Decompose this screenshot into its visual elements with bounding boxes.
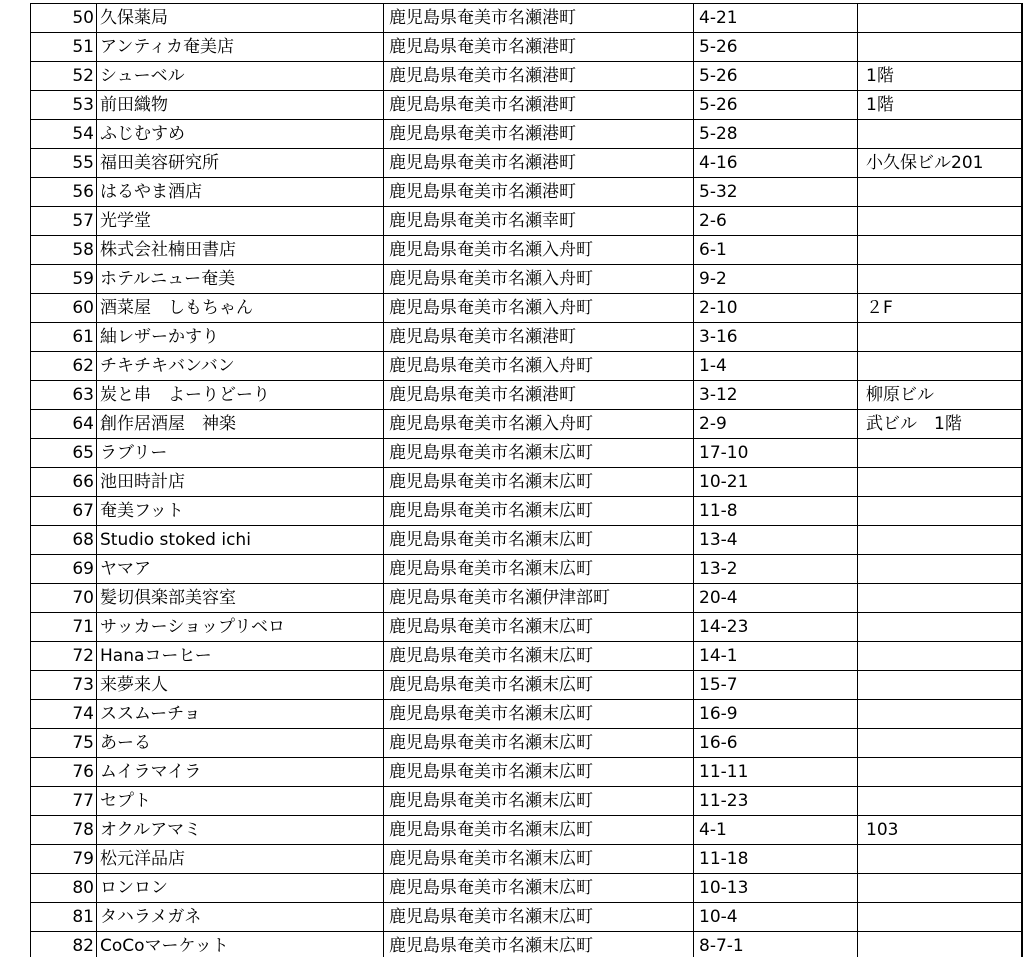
block-number-cell: 6-1 [694, 236, 858, 265]
building-name-cell [858, 584, 1022, 613]
store-address-cell: 鹿児島県奄美市名瀬港町 [384, 149, 694, 178]
row-number-cell: 75 [31, 729, 97, 758]
store-address-cell: 鹿児島県奄美市名瀬末広町 [384, 526, 694, 555]
store-table [30, 3, 1023, 957]
block-number-cell: 5-26 [694, 91, 858, 120]
building-name-cell: 103 [858, 816, 1022, 845]
building-name-cell [858, 874, 1022, 903]
store-name-cell: 奄美フット [97, 497, 384, 526]
block-number-cell: 5-28 [694, 120, 858, 149]
block-number-cell: 4-1 [694, 816, 858, 845]
building-name-cell: 小久保ビル201 [858, 149, 1022, 178]
building-name-cell [858, 729, 1022, 758]
store-name-cell: Studio stoked ichi [97, 526, 384, 555]
block-number-cell: 14-1 [694, 642, 858, 671]
row-number-cell: 78 [31, 816, 97, 845]
row-number-cell: 58 [31, 236, 97, 265]
store-name-cell: 炭と串 よーりどーり [97, 381, 384, 410]
building-name-cell: 1階 [858, 62, 1022, 91]
table-row [31, 236, 1022, 265]
store-address-cell: 鹿児島県奄美市名瀬入舟町 [384, 410, 694, 439]
row-number-cell: 61 [31, 323, 97, 352]
table-row [31, 91, 1022, 120]
table-row [31, 120, 1022, 149]
table-row [31, 149, 1022, 178]
store-table-body [31, 4, 1022, 957]
row-number-cell: 54 [31, 120, 97, 149]
building-name-cell [858, 236, 1022, 265]
row-number-cell: 51 [31, 33, 97, 62]
building-name-cell [858, 932, 1022, 957]
store-address-cell: 鹿児島県奄美市名瀬末広町 [384, 671, 694, 700]
building-name-cell [858, 642, 1022, 671]
block-number-cell: 5-26 [694, 33, 858, 62]
building-name-cell: 柳原ビル [858, 381, 1022, 410]
row-number-cell: 56 [31, 178, 97, 207]
store-address-cell: 鹿児島県奄美市名瀬末広町 [384, 787, 694, 816]
row-number-cell: 53 [31, 91, 97, 120]
table-row [31, 671, 1022, 700]
table-row [31, 758, 1022, 787]
row-number-cell: 71 [31, 613, 97, 642]
table-row [31, 178, 1022, 207]
table-row [31, 816, 1022, 845]
store-name-cell: 髪切倶楽部美容室 [97, 584, 384, 613]
store-name-cell: 創作居酒屋 神楽 [97, 410, 384, 439]
store-name-cell: ホテルニュー奄美 [97, 265, 384, 294]
store-address-cell: 鹿児島県奄美市名瀬末広町 [384, 555, 694, 584]
store-address-cell: 鹿児島県奄美市名瀬港町 [384, 62, 694, 91]
store-address-cell: 鹿児島県奄美市名瀬入舟町 [384, 236, 694, 265]
store-name-cell: セプト [97, 787, 384, 816]
table-row [31, 439, 1022, 468]
table-row [31, 352, 1022, 381]
table-row [31, 468, 1022, 497]
table-row [31, 845, 1022, 874]
store-name-cell: オクルアマミ [97, 816, 384, 845]
store-name-cell: サッカーショップリベロ [97, 613, 384, 642]
block-number-cell: 11-8 [694, 497, 858, 526]
store-address-cell: 鹿児島県奄美市名瀬港町 [384, 91, 694, 120]
building-name-cell [858, 468, 1022, 497]
store-name-cell: アンティカ奄美店 [97, 33, 384, 62]
building-name-cell [858, 787, 1022, 816]
row-number-cell: 82 [31, 932, 97, 957]
block-number-cell: 16-6 [694, 729, 858, 758]
row-number-cell: 68 [31, 526, 97, 555]
store-address-cell: 鹿児島県奄美市名瀬末広町 [384, 874, 694, 903]
row-number-cell: 81 [31, 903, 97, 932]
store-name-cell: ススムーチョ [97, 700, 384, 729]
store-name-cell: チキチキバンバン [97, 352, 384, 381]
building-name-cell [858, 178, 1022, 207]
store-address-cell: 鹿児島県奄美市名瀬末広町 [384, 497, 694, 526]
block-number-cell: 10-21 [694, 468, 858, 497]
building-name-cell [858, 613, 1022, 642]
store-address-cell: 鹿児島県奄美市名瀬港町 [384, 323, 694, 352]
store-name-cell: はるやま酒店 [97, 178, 384, 207]
building-name-cell [858, 33, 1022, 62]
store-name-cell: シューベル [97, 62, 384, 91]
store-address-cell: 鹿児島県奄美市名瀬末広町 [384, 903, 694, 932]
table-row [31, 555, 1022, 584]
table-row [31, 33, 1022, 62]
table-row [31, 4, 1022, 33]
block-number-cell: 8-7-1 [694, 932, 858, 957]
store-name-cell: 久保薬局 [97, 4, 384, 33]
store-address-cell: 鹿児島県奄美市名瀬末広町 [384, 729, 694, 758]
store-name-cell: 酒菜屋 しもちゃん [97, 294, 384, 323]
store-address-cell: 鹿児島県奄美市名瀬末広町 [384, 932, 694, 957]
block-number-cell: 11-18 [694, 845, 858, 874]
building-name-cell: 1階 [858, 91, 1022, 120]
block-number-cell: 13-2 [694, 555, 858, 584]
table-row [31, 932, 1022, 957]
store-name-cell: ラブリー [97, 439, 384, 468]
table-row [31, 729, 1022, 758]
store-address-cell: 鹿児島県奄美市名瀬港町 [384, 178, 694, 207]
row-number-cell: 76 [31, 758, 97, 787]
row-number-cell: 60 [31, 294, 97, 323]
block-number-cell: 11-23 [694, 787, 858, 816]
store-name-cell: 福田美容研究所 [97, 149, 384, 178]
store-address-cell: 鹿児島県奄美市名瀬末広町 [384, 816, 694, 845]
block-number-cell: 16-9 [694, 700, 858, 729]
store-address-cell: 鹿児島県奄美市名瀬港町 [384, 120, 694, 149]
row-number-cell: 80 [31, 874, 97, 903]
building-name-cell [858, 700, 1022, 729]
store-address-cell: 鹿児島県奄美市名瀬入舟町 [384, 265, 694, 294]
store-address-cell: 鹿児島県奄美市名瀬港町 [384, 381, 694, 410]
row-number-cell: 66 [31, 468, 97, 497]
table-row [31, 700, 1022, 729]
row-number-cell: 63 [31, 381, 97, 410]
table-row [31, 323, 1022, 352]
store-name-cell: 紬レザーかすり [97, 323, 384, 352]
row-number-cell: 59 [31, 265, 97, 294]
store-address-cell: 鹿児島県奄美市名瀬港町 [384, 4, 694, 33]
building-name-cell [858, 207, 1022, 236]
store-address-cell: 鹿児島県奄美市名瀬末広町 [384, 845, 694, 874]
block-number-cell: 14-23 [694, 613, 858, 642]
store-name-cell: ヤマア [97, 555, 384, 584]
table-row [31, 294, 1022, 323]
block-number-cell: 1-4 [694, 352, 858, 381]
store-address-cell: 鹿児島県奄美市名瀬末広町 [384, 468, 694, 497]
store-name-cell: 株式会社楠田書店 [97, 236, 384, 265]
row-number-cell: 70 [31, 584, 97, 613]
row-number-cell: 57 [31, 207, 97, 236]
building-name-cell [858, 120, 1022, 149]
building-name-cell [858, 845, 1022, 874]
block-number-cell: 2-6 [694, 207, 858, 236]
row-number-cell: 73 [31, 671, 97, 700]
store-address-cell: 鹿児島県奄美市名瀬末広町 [384, 700, 694, 729]
building-name-cell [858, 903, 1022, 932]
row-number-cell: 55 [31, 149, 97, 178]
store-name-cell: CoCoマーケット [97, 932, 384, 957]
block-number-cell: 2-9 [694, 410, 858, 439]
row-number-cell: 64 [31, 410, 97, 439]
table-row [31, 265, 1022, 294]
block-number-cell: 2-10 [694, 294, 858, 323]
table-row [31, 62, 1022, 91]
store-name-cell: ふじむすめ [97, 120, 384, 149]
table-row [31, 526, 1022, 555]
store-name-cell: 前田織物 [97, 91, 384, 120]
building-name-cell: 武ビル 1階 [858, 410, 1022, 439]
row-number-cell: 52 [31, 62, 97, 91]
block-number-cell: 3-16 [694, 323, 858, 352]
building-name-cell [858, 555, 1022, 584]
table-row [31, 903, 1022, 932]
row-number-cell: 67 [31, 497, 97, 526]
store-name-cell: 池田時計店 [97, 468, 384, 497]
building-name-cell [858, 526, 1022, 555]
store-address-cell: 鹿児島県奄美市名瀬港町 [384, 33, 694, 62]
store-address-cell: 鹿児島県奄美市名瀬末広町 [384, 613, 694, 642]
block-number-cell: 9-2 [694, 265, 858, 294]
block-number-cell: 17-10 [694, 439, 858, 468]
store-address-cell: 鹿児島県奄美市名瀬幸町 [384, 207, 694, 236]
building-name-cell [858, 265, 1022, 294]
table-row [31, 497, 1022, 526]
building-name-cell [858, 758, 1022, 787]
row-number-cell: 50 [31, 4, 97, 33]
row-number-cell: 62 [31, 352, 97, 381]
building-name-cell [858, 497, 1022, 526]
table-row [31, 410, 1022, 439]
store-name-cell: あーる [97, 729, 384, 758]
table-row [31, 584, 1022, 613]
store-name-cell: 来夢来人 [97, 671, 384, 700]
store-name-cell: タハラメガネ [97, 903, 384, 932]
table-row [31, 787, 1022, 816]
row-number-cell: 72 [31, 642, 97, 671]
block-number-cell: 5-26 [694, 62, 858, 91]
building-name-cell [858, 439, 1022, 468]
store-name-cell: ロンロン [97, 874, 384, 903]
row-number-cell: 74 [31, 700, 97, 729]
store-address-cell: 鹿児島県奄美市名瀬末広町 [384, 758, 694, 787]
block-number-cell: 4-16 [694, 149, 858, 178]
block-number-cell: 20-4 [694, 584, 858, 613]
store-address-cell: 鹿児島県奄美市名瀬入舟町 [384, 352, 694, 381]
store-address-cell: 鹿児島県奄美市名瀬入舟町 [384, 294, 694, 323]
block-number-cell: 3-12 [694, 381, 858, 410]
row-number-cell: 69 [31, 555, 97, 584]
store-name-cell: ムイラマイラ [97, 758, 384, 787]
row-number-cell: 79 [31, 845, 97, 874]
store-address-cell: 鹿児島県奄美市名瀬末広町 [384, 439, 694, 468]
building-name-cell [858, 671, 1022, 700]
block-number-cell: 11-11 [694, 758, 858, 787]
block-number-cell: 15-7 [694, 671, 858, 700]
table-row [31, 874, 1022, 903]
building-name-cell [858, 323, 1022, 352]
building-name-cell [858, 4, 1022, 33]
store-address-cell: 鹿児島県奄美市名瀬伊津部町 [384, 584, 694, 613]
block-number-cell: 13-4 [694, 526, 858, 555]
store-address-cell: 鹿児島県奄美市名瀬末広町 [384, 642, 694, 671]
block-number-cell: 4-21 [694, 4, 858, 33]
table-row [31, 381, 1022, 410]
block-number-cell: 10-4 [694, 903, 858, 932]
table-row [31, 207, 1022, 236]
building-name-cell: ２F [858, 294, 1022, 323]
store-name-cell: Hanaコーヒー [97, 642, 384, 671]
block-number-cell: 5-32 [694, 178, 858, 207]
store-name-cell: 光学堂 [97, 207, 384, 236]
block-number-cell: 10-13 [694, 874, 858, 903]
table-row [31, 642, 1022, 671]
row-number-cell: 77 [31, 787, 97, 816]
store-name-cell: 松元洋品店 [97, 845, 384, 874]
table-row [31, 613, 1022, 642]
building-name-cell [858, 352, 1022, 381]
row-number-cell: 65 [31, 439, 97, 468]
